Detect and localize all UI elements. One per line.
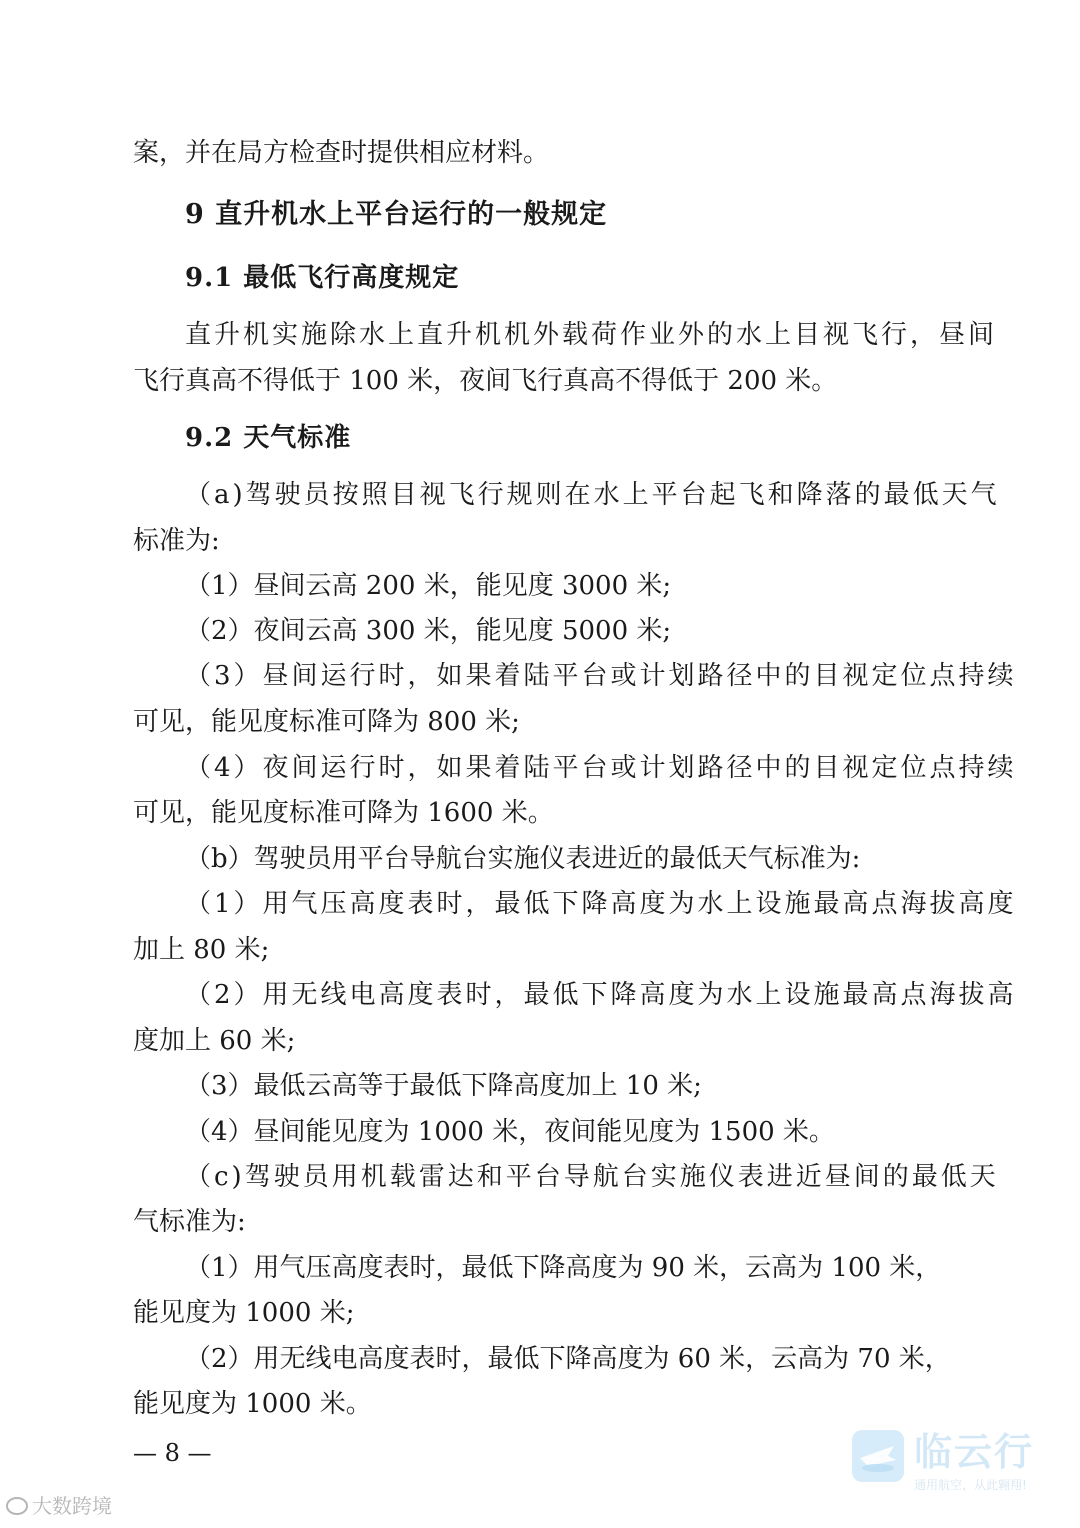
paragraph-line: 气标准为:: [133, 1207, 246, 1237]
paragraph-line: 能见度为 1000 米;: [133, 1298, 355, 1328]
list-item: （2）用无线电高度表时，最低下降高度为 60 米，云高为 70 米，: [185, 1344, 951, 1374]
watermark-left: [6, 1494, 112, 1518]
list-item: （1）用气压高度表时，最低下降高度为水上设施最高点海拔高度: [185, 889, 1017, 919]
paragraph-line: 能见度为 1000 米。: [133, 1389, 372, 1419]
paragraph-line: 飞行真高不得低于 100 米，夜间飞行真高不得低于 200 米。: [133, 366, 838, 396]
section-heading: 9 直升机水上平台运行的一般规定: [185, 199, 608, 230]
paragraph-line: 可见，能见度标准可降为 1600 米。: [133, 798, 554, 828]
paragraph-line: 度加上 60 米;: [133, 1026, 296, 1056]
list-item: （4）夜间运行时，如果着陆平台或计划路径中的目视定位点持续: [185, 753, 1017, 783]
subsection-heading: 9.2 天气标准: [185, 423, 352, 453]
list-item: （2）用无线电高度表时，最低下降高度为水上设施最高点海拔高: [185, 980, 1017, 1010]
watermark-logo-icon: [6, 1497, 28, 1515]
watermark-tagline: 通用航空，从此翱翔!: [914, 1478, 1027, 1492]
list-item: （1）昼间云高 200 米，能见度 3000 米;: [185, 571, 672, 601]
watermark-right: [852, 1430, 1052, 1500]
list-item: （3）最低云高等于最低下降高度加上 10 米;: [185, 1071, 702, 1101]
paragraph-line: 直升机实施除水上直升机机外载荷作业外的水上目视飞行，昼间: [185, 320, 998, 350]
paragraph-line: 案，并在局方检查时提供相应材料。: [133, 138, 550, 168]
page-number: — 8 —: [133, 1439, 212, 1467]
list-item: （b）驾驶员用平台导航台实施仪表进近的最低天气标准为:: [185, 844, 861, 874]
list-item: （3）昼间运行时，如果着陆平台或计划路径中的目视定位点持续: [185, 661, 1017, 691]
paragraph-line: 加上 80 米;: [133, 935, 270, 965]
list-item: （c)驾驶员用机载雷达和平台导航台实施仪表进近昼间的最低天: [185, 1162, 999, 1192]
subsection-heading: 9.1 最低飞行高度规定: [185, 263, 460, 293]
paragraph-line: 可见，能见度标准可降为 800 米;: [133, 707, 520, 737]
watermark-left-text: 大数跨境: [32, 1494, 112, 1518]
list-item: （2）夜间云高 300 米，能见度 5000 米;: [185, 616, 672, 646]
plane-logo-icon: [852, 1430, 904, 1482]
watermark-brand: 临云行: [914, 1430, 1035, 1474]
list-item: （4）昼间能见度为 1000 米，夜间能见度为 1500 米。: [185, 1117, 835, 1147]
paragraph-line: 标准为:: [133, 526, 220, 556]
list-item: （1）用气压高度表时，最低下降高度为 90 米，云高为 100 米，: [185, 1253, 942, 1283]
paragraph-line: （a)驾驶员按照目视飞行规则在水上平台起飞和降落的最低天气: [185, 480, 1000, 510]
